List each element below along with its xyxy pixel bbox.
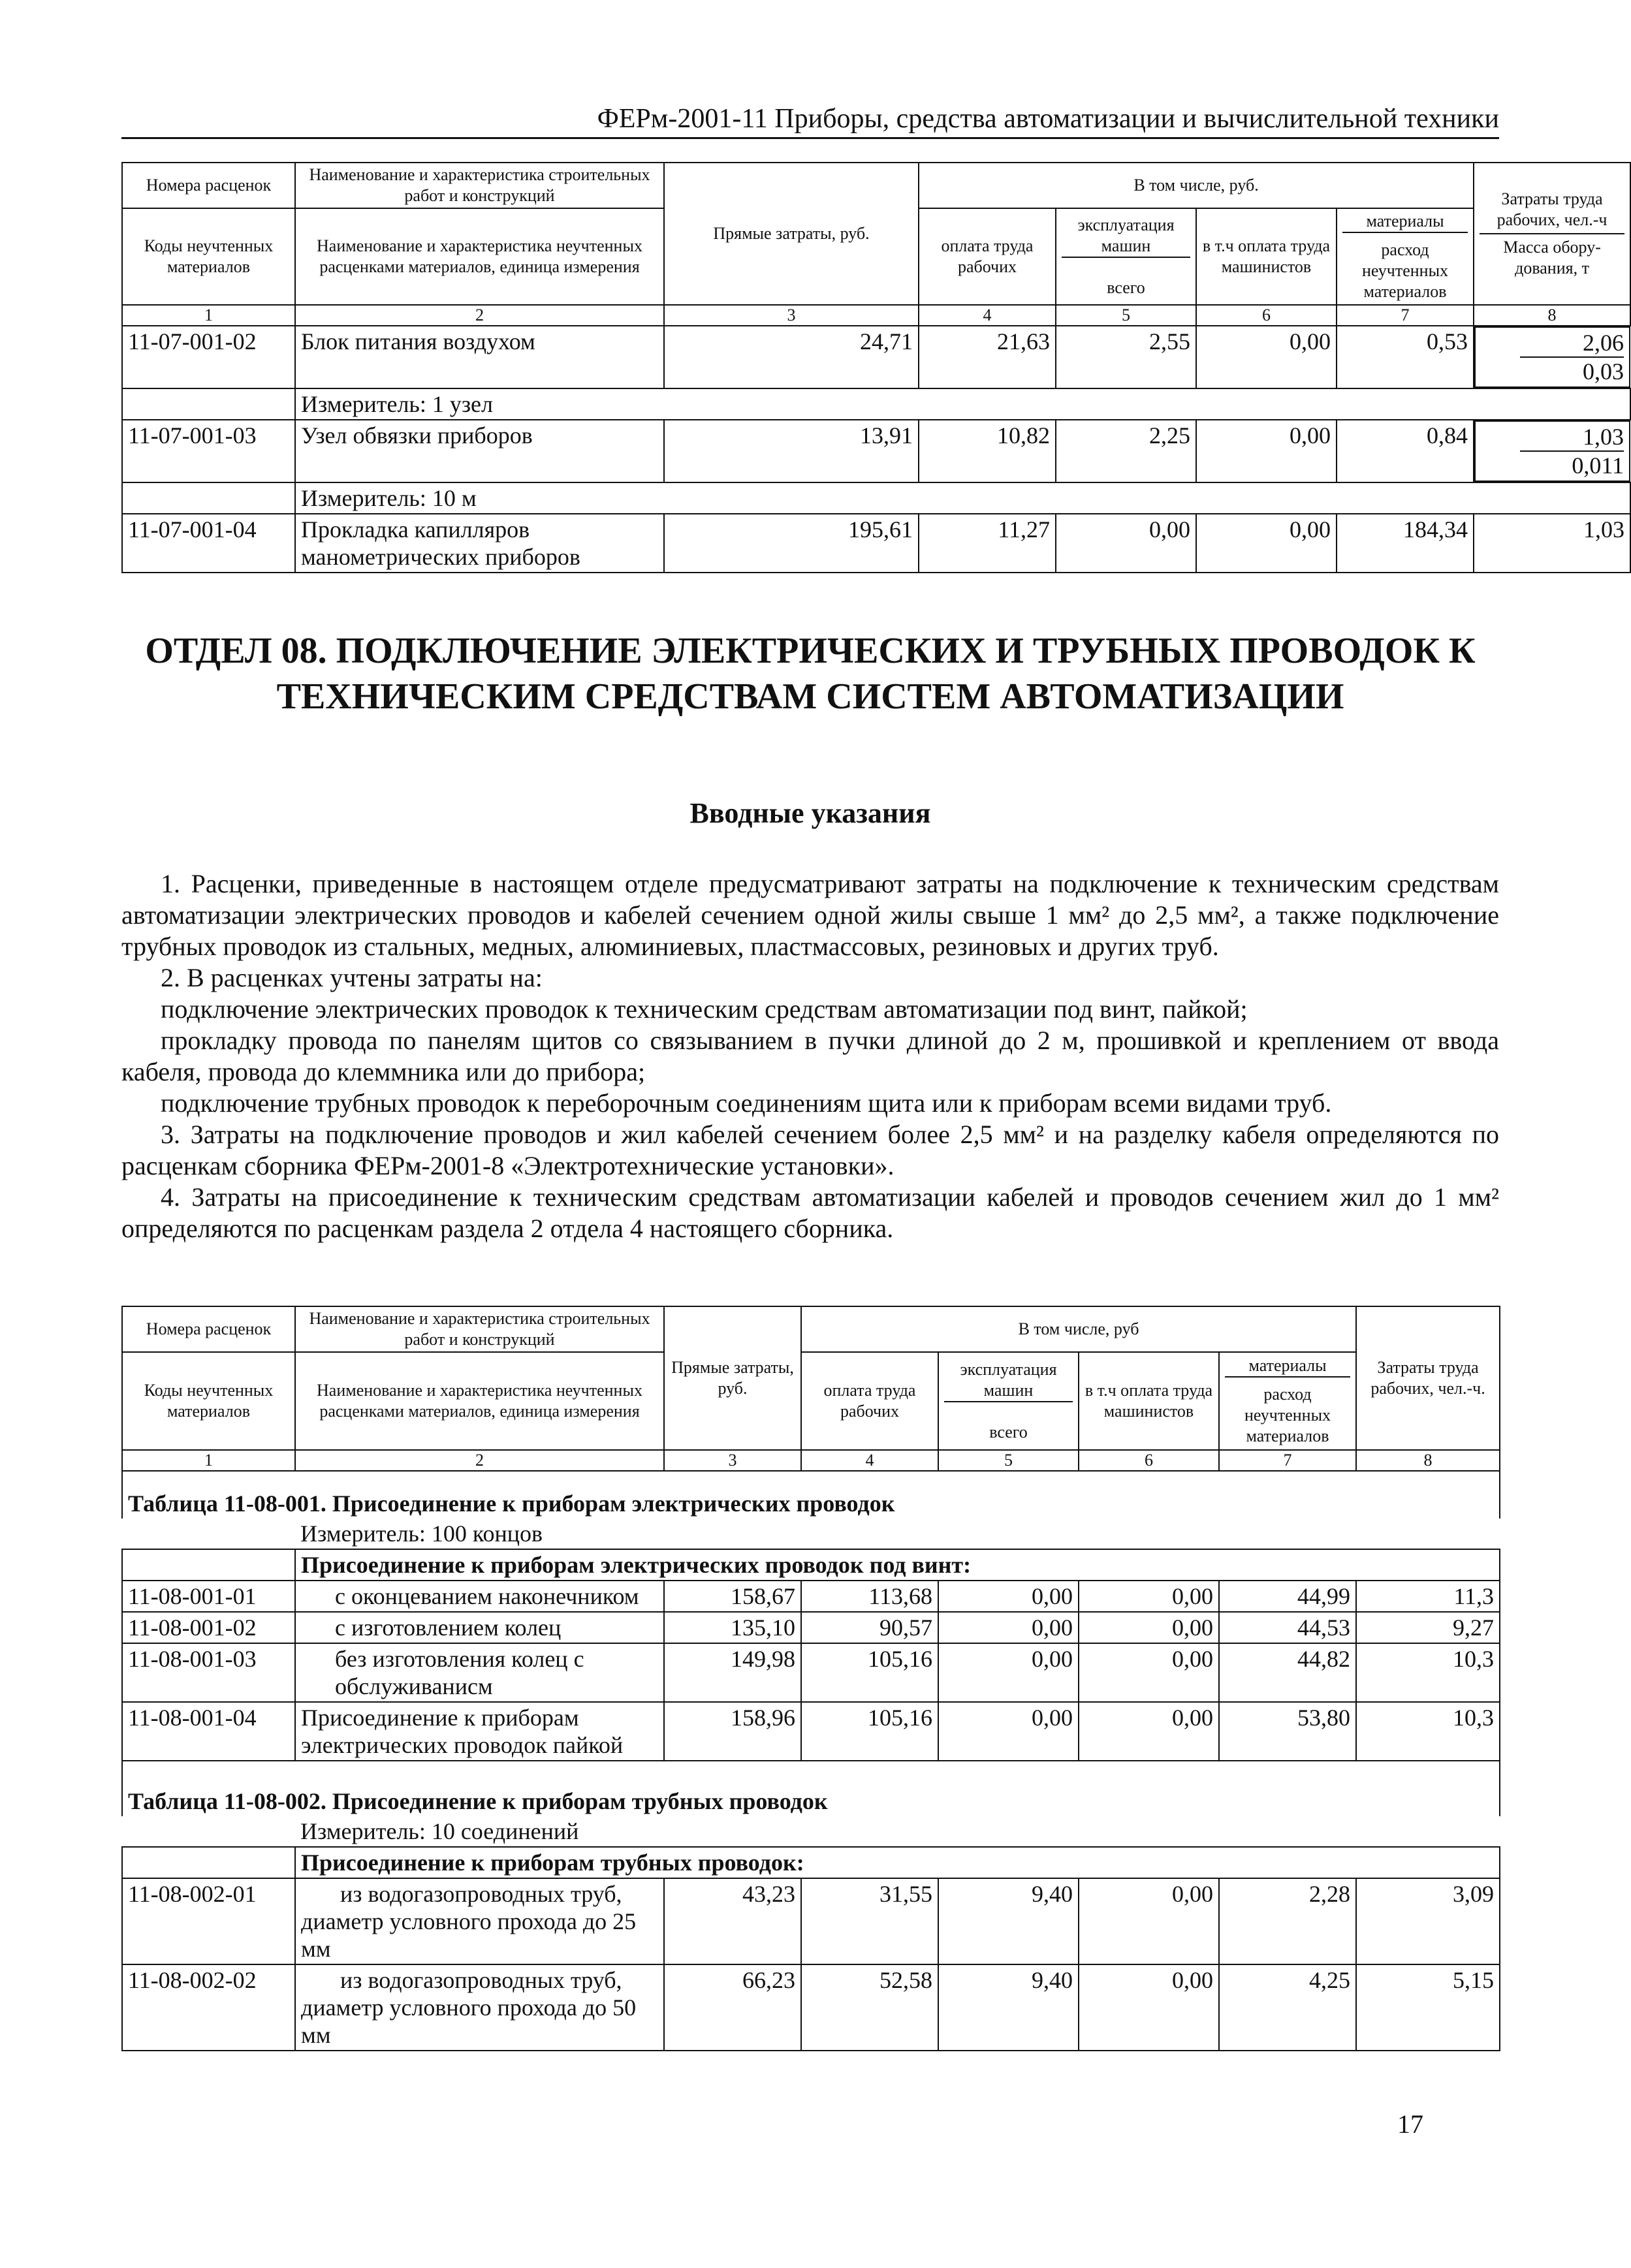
table-row: 11-08-001-01 с оконцеванием наконечником 158,67 113,68 0,00 0,00 44,99 11,3 bbox=[122, 1581, 1500, 1612]
running-header: ФЕРм-2001-11 Приборы, средства автоматизации и вычислительной техники bbox=[121, 103, 1499, 139]
intro-p2a: подключение электрических проводок к техническим средствам автоматизации под винт, пайкой; bbox=[161, 994, 1248, 1024]
intro-p2b: прокладку провода по панелям щитов со связыванием в пучки длиной до 2 м, прошивкой и креплением от ввода кабеля, провода до клеммника или до прибора; bbox=[121, 1026, 1499, 1086]
meter-row: Измеритель: 10 соединений bbox=[122, 1816, 1500, 1847]
table-row: 11-08-002-01 из водогазопроводных труб, диаметр условного прохода до 25 мм 43,23 31,55 9,40 0,00 2,28 3,09 bbox=[122, 1878, 1500, 1964]
head2-materials: материалы расход неучтенных материалов bbox=[1219, 1352, 1356, 1450]
table-row: 11-08-001-04 Присоединение к приборам электрических проводок пайкой 158,96 105,16 0,00 0,00 53,80 10,3 bbox=[122, 1702, 1500, 1761]
meter-row: Измеритель: 10 м bbox=[122, 482, 1630, 514]
rates-table-11-07 bbox=[121, 162, 1631, 573]
head2-direct: Прямые затраты, руб. bbox=[664, 1306, 801, 1450]
table-title-row: Таблица 11-08-002. Присоединение к приборам трубных проводок bbox=[122, 1761, 1500, 1816]
col-num-4: 4 bbox=[919, 305, 1056, 326]
head2-machinist-pay: в т.ч оплата труда машинистов bbox=[1079, 1352, 1219, 1450]
head2-codes: Номера расценок bbox=[122, 1306, 295, 1352]
head-materials: материалы расход неучтенных материалов bbox=[1337, 208, 1474, 305]
head-material-codes: Коды неучтенных материалов bbox=[122, 208, 295, 305]
head2-labor-pay: оплата труда рабочих bbox=[801, 1352, 938, 1450]
head-incl: В том числе, руб. bbox=[919, 163, 1474, 208]
col-num-1: 1 bbox=[122, 305, 295, 326]
head2-incl: В том числе, руб bbox=[801, 1306, 1356, 1352]
table-row: 11-08-001-02 с изготовлением колец 135,10 90,57 0,00 0,00 44,53 9,27 bbox=[122, 1612, 1500, 1643]
head-labor-pay: оплата труда рабочих bbox=[919, 208, 1056, 305]
intro-p2: 2. В расценках учтены затраты на: bbox=[161, 963, 543, 992]
table-row: 11-08-001-03 без изготовления колец с обслуживанисм 149,98 105,16 0,00 0,00 44,82 10,3 bbox=[122, 1643, 1500, 1702]
col-num-5: 5 bbox=[1056, 305, 1196, 326]
head-machines-total: эксплуатация машин всего bbox=[1056, 208, 1196, 305]
table-row: 11-08-002-02 из водогазопроводных труб, диаметр условного прохода до 50 мм 66,23 52,58 9,40 0,00 4,25 5,15 bbox=[122, 1964, 1500, 2051]
head-machinist-pay: в т.ч оплата труда машинистов bbox=[1196, 208, 1337, 305]
head-direct: Прямые затраты, руб. bbox=[664, 163, 919, 305]
page-number: 17 bbox=[1397, 2109, 1423, 2139]
head2-labor-hours: Затраты труда рабочих, чел.-ч. bbox=[1356, 1306, 1500, 1450]
col-num-7: 7 bbox=[1337, 305, 1474, 326]
head-codes: Номера расценок bbox=[122, 163, 295, 208]
intro-p1: 1. Расценки, приведенные в настоящем отделе предусматривают затраты на подключение к техническим средствам автоматизации электрических проводов и кабелей сечением одной жилы свыше 1 мм² до 2,5 мм², а также подключение трубных проводок из стальных, медных, алюминиевых, пластмассовых, резиновых и других труб. bbox=[121, 869, 1499, 961]
intro-p3: 3. Затраты на подключение проводов и жил кабелей сечением более 2,5 мм² и на разделку кабеля определяются по расценкам сборника ФЕРм-2001-8 «Электротехнические установки». bbox=[121, 1120, 1499, 1180]
rates-table-11-08: Номера расценок Наименование и характеристика строительных работ и конструкций Прямые затраты, руб. В том числе, руб Затраты труда рабочих, чел.-ч. Коды неучтенных материалов Наименование и характеристика неучтенных расценками материалов, единица измерения оплата труда рабочих эксплуатация машин всего в т.ч оплата труда машинистов материалы расход неучтенных материалов 1 2 3 4 5 6 7 8 Таблица 11-08-001. Присоединение к приборам электрических проводок Измеритель: 100 концов Присоединение к приборам электрических проводок под винт: 11-08-001-01 с оконцеванием наконечником 158,67 113,68 0,00 0,00 44,99 11,3 11-08-001-02 с изготовлением колец 135,10 90,57 0,00 0,00 44,53 9,27 11-08-001-03 без изготовления колец с обслуживанисм 149,98 105,16 0,00 0,00 44,82 10,3 11-08-001-04 Присоединение к приборам электрических проводок пайкой 158,96 105,16 0,00 0,00 53,80 10,3 Таблица 11-08-002. Присоединение к приборам трубных проводок Измеритель: 10 соединений Присоединение к приборам трубных проводок: 11-08-002-01 из водогазопроводных труб, диаметр условного прохода до 25 мм 43,23 31,55 9,40 0,00 2,28 3,09 11-08-002-02 из водогазопроводных труб, диаметр условного прохода до 50 мм 66,23 52,58 9,40 0,00 4,25 5,15 bbox=[121, 1306, 1500, 2051]
head2-name: Наименование и характеристика строительных работ и конструкций bbox=[295, 1306, 664, 1352]
col-num-8: 8 bbox=[1474, 305, 1630, 326]
col-num-3: 3 bbox=[664, 305, 919, 326]
table-row: 11-07-001-02 Блок питания воздухом 24,71 21,63 2,55 0,00 0,53 2,06 0,03 bbox=[122, 326, 1630, 388]
col-num-2: 2 bbox=[295, 305, 664, 326]
intro-p2c: подключение трубных проводок к переборочным соединениям щита или к приборам всеми видами труб. bbox=[161, 1088, 1332, 1118]
head-material-name: Наименование и характеристика неучтенных расценками материалов, единица измерения bbox=[295, 208, 664, 305]
section-subtitle: Вводные указания bbox=[689, 797, 931, 829]
group-row: Присоединение к приборам электрических проводок под винт: bbox=[122, 1549, 1500, 1581]
head2-material-name: Наименование и характеристика неучтенных расценками материалов, единица измерения bbox=[295, 1352, 664, 1450]
head-labor-hours: Затраты труда рабочих, чел.-ч Масса обору-дования, т bbox=[1474, 163, 1630, 305]
head2-machines-total: эксплуатация машин всего bbox=[938, 1352, 1079, 1450]
section-title: ОТДЕЛ 08. ПОДКЛЮЧЕНИЕ ЭЛЕКТРИЧЕСКИХ И ТРУБНЫХ ПРОВОДОК К ТЕХНИЧЕСКИМ СРЕДСТВАМ СИСТЕМ АВТОМАТИЗАЦИИ bbox=[145, 631, 1476, 717]
col-num-6: 6 bbox=[1196, 305, 1337, 326]
intro-text bbox=[121, 868, 1499, 1244]
head-name: Наименование и характеристика строительных работ и конструкций bbox=[295, 163, 664, 208]
table-row: 11-07-001-03 Узел обвязки приборов 13,91 10,82 2,25 0,00 0,84 1,03 0,011 bbox=[122, 420, 1630, 482]
group-row: Присоединение к приборам трубных проводок: bbox=[122, 1847, 1500, 1878]
meter-row: Измеритель: 1 узел bbox=[122, 388, 1630, 420]
table-title-row: Таблица 11-08-001. Присоединение к приборам электрических проводок bbox=[122, 1471, 1500, 1519]
intro-p4: 4. Затраты на присоединение к техническим средствам автоматизации кабелей и проводов сечением жил до 1 мм² определяются по расценкам раздела 2 отдела 4 настоящего сборника. bbox=[121, 1182, 1499, 1243]
table-row: 11-07-001-04 Прокладка капилляров манометрических приборов 195,61 11,27 0,00 0,00 184,34 1,03 bbox=[122, 514, 1630, 573]
head2-material-codes: Коды неучтенных материалов bbox=[122, 1352, 295, 1450]
meter-row: Измеритель: 100 концов bbox=[122, 1519, 1500, 1549]
